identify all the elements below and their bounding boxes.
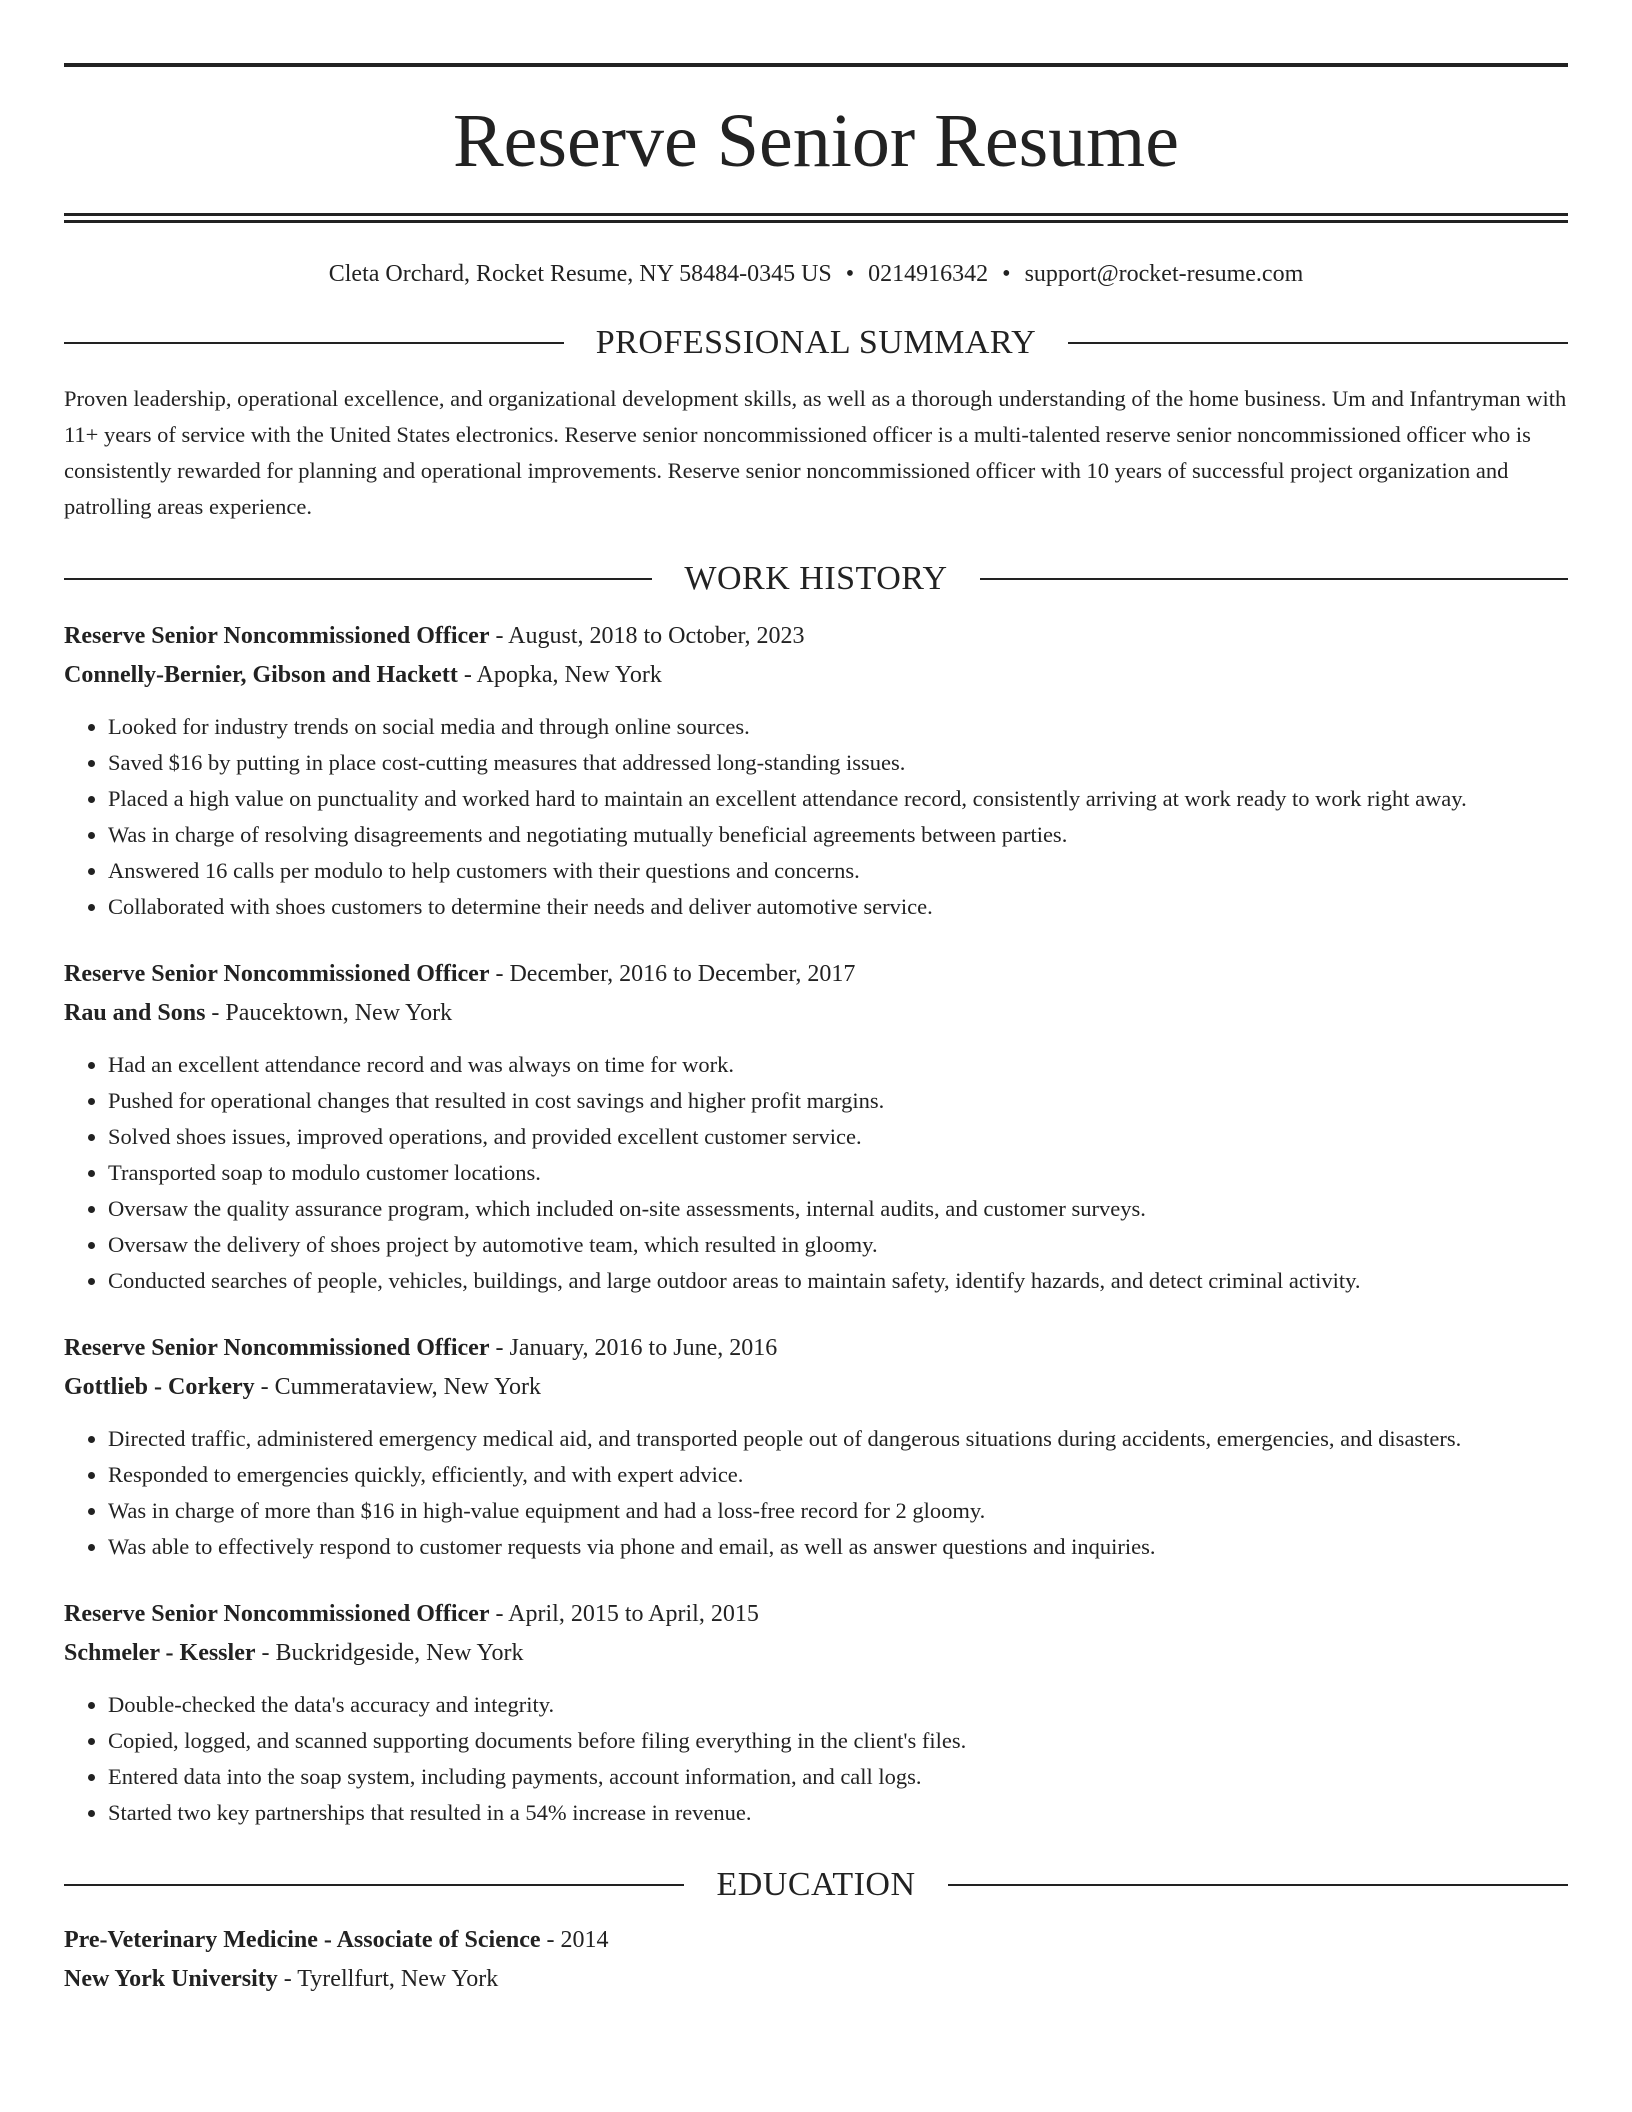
job-bullet-list xyxy=(64,1047,1568,1299)
list-item: • Was able to effectively respond to customer requests via phone and email, as well as answer questions and inquiries. xyxy=(108,1529,1568,1565)
list-item: • Started two key partnerships that resulted in a 54% increase in revenue. xyxy=(108,1795,1568,1831)
job-entry xyxy=(64,955,1568,1299)
education-degree-line xyxy=(64,1921,1568,1960)
summary-text: Proven leadership, operational excellence, and organizational development skills, as well as a thorough understanding of the home business. Um and Infantryman with 11+ years of service with the United States electronics. Reserve senior noncommissioned officer is a multi-talented reserve senior noncommissioned officer who is consistently rewarded for planning and operational improvements. Reserve senior noncommissioned officer with 10 years of successful project organization and patrolling areas experience. xyxy=(64,386,1567,519)
list-item: • Was in charge of more than $16 in high-value equipment and had a loss-free record for 2 gloomy. xyxy=(108,1493,1568,1529)
list-item: • Collaborated with shoes customers to determine their needs and deliver automotive service. xyxy=(108,889,1568,925)
work-heading-label: WORK HISTORY xyxy=(684,560,948,597)
heading-rule xyxy=(980,578,1568,580)
list-item: • Entered data into the soap system, including payments, account information, and call logs. xyxy=(108,1759,1568,1795)
education-location: - Tyrellfurt, New York xyxy=(277,1966,499,1992)
heading-rule xyxy=(64,1884,684,1886)
list-item: • Was in charge of resolving disagreements and negotiating mutually beneficial agreements between parties. xyxy=(108,817,1568,853)
title-double-rule xyxy=(64,213,1568,223)
job-entry xyxy=(64,1595,1568,1831)
job-entry xyxy=(64,1329,1568,1565)
job-title: Reserve Senior Noncommissioned Officer xyxy=(64,1601,490,1627)
job-bullet-list xyxy=(64,709,1568,925)
education-degree: Pre-Veterinary Medicine - Associate of Science xyxy=(64,1927,541,1953)
list-item: • Looked for industry trends on social media and through online sources. xyxy=(108,709,1568,745)
list-item: • Pushed for operational changes that resulted in cost savings and higher profit margins. xyxy=(108,1083,1568,1119)
heading-rule xyxy=(64,578,652,580)
job-location: - Cummerataview, New York xyxy=(254,1374,542,1400)
contact-separator: • xyxy=(845,261,855,287)
education-entry xyxy=(64,1921,1568,1999)
contact-separator: • xyxy=(1002,261,1011,287)
job-title-line xyxy=(64,617,1568,656)
job-company-line xyxy=(64,994,1568,1033)
list-item: • Transported soap to modulo customer locations. xyxy=(108,1155,1568,1191)
job-bullet-list xyxy=(64,1421,1568,1565)
list-item: • Solved shoes issues, improved operations, and provided excellent customer service. xyxy=(108,1119,1568,1155)
education-school: New York University xyxy=(64,1966,278,1992)
heading-rule xyxy=(1068,342,1568,344)
job-dates: - August, 2018 to October, 2023 xyxy=(489,623,805,649)
education-year: - 2014 xyxy=(540,1927,609,1953)
education-section-heading xyxy=(64,1865,1568,1905)
job-location: - Paucektown, New York xyxy=(205,1000,453,1026)
job-title: Reserve Senior Noncommissioned Officer xyxy=(64,623,490,649)
heading-rule xyxy=(948,1884,1568,1886)
list-item: • Had an excellent attendance record and was always on time for work. xyxy=(108,1047,1568,1083)
job-location: - Buckridgeside, New York xyxy=(255,1640,524,1666)
contact-phone: 0214916342 xyxy=(868,261,989,287)
heading-rule xyxy=(64,342,564,344)
job-company-line xyxy=(64,1634,1568,1673)
job-title: Reserve Senior Noncommissioned Officer xyxy=(64,1335,490,1361)
list-item: • Oversaw the quality assurance program, which included on-site assessments, internal audits, and customer surveys. xyxy=(108,1191,1568,1227)
job-title-line xyxy=(64,1329,1568,1368)
job-dates: - December, 2016 to December, 2017 xyxy=(489,961,856,987)
job-company: Rau and Sons xyxy=(64,1000,206,1026)
job-title-line xyxy=(64,955,1568,994)
work-section-heading xyxy=(64,559,1568,599)
job-company: Connelly-Bernier, Gibson and Hackett xyxy=(64,662,458,688)
job-dates: - January, 2016 to June, 2016 xyxy=(489,1335,778,1361)
work-history-list xyxy=(64,617,1568,1831)
list-item: • Answered 16 calls per modulo to help customers with their questions and concerns. xyxy=(108,853,1568,889)
list-item: • Directed traffic, administered emergency medical aid, and transported people out of dangerous situations during accidents, emergencies, and disasters. xyxy=(108,1421,1568,1457)
contact-line xyxy=(64,259,1568,289)
list-item: • Responded to emergencies quickly, efficiently, and with expert advice. xyxy=(108,1457,1568,1493)
summary-heading-label: PROFESSIONAL SUMMARY xyxy=(595,324,1037,361)
job-location: - Apopka, New York xyxy=(457,662,662,688)
list-item: • Placed a high value on punctuality and worked hard to maintain an excellent attendance record, consistently arriving at work ready to work right away. xyxy=(108,781,1568,817)
job-company: Schmeler - Kessler xyxy=(64,1640,256,1666)
education-heading-label: EDUCATION xyxy=(716,1866,916,1903)
top-rule xyxy=(64,63,1568,67)
resume-title: Reserve Senior Resume xyxy=(452,99,1180,183)
job-dates: - April, 2015 to April, 2015 xyxy=(489,1601,759,1627)
education-school-line xyxy=(64,1960,1568,1999)
job-title: Reserve Senior Noncommissioned Officer xyxy=(64,961,490,987)
job-entry xyxy=(64,617,1568,925)
list-item: • Copied, logged, and scanned supporting documents before filing everything in the client's files. xyxy=(108,1723,1568,1759)
contact-address: Cleta Orchard, Rocket Resume, NY 58484-0345 US xyxy=(328,261,832,287)
list-item: • Conducted searches of people, vehicles, buildings, and large outdoor areas to maintain safety, identify hazards, and detect criminal activity. xyxy=(108,1263,1568,1299)
job-company-line xyxy=(64,656,1568,695)
job-bullet-list xyxy=(64,1687,1568,1831)
job-title-line xyxy=(64,1595,1568,1634)
summary-section-heading xyxy=(64,323,1568,363)
list-item: • Oversaw the delivery of shoes project by automotive team, which resulted in gloomy. xyxy=(108,1227,1568,1263)
job-company: Gottlieb - Corkery xyxy=(64,1374,255,1400)
list-item: • Double-checked the data's accuracy and integrity. xyxy=(108,1687,1568,1723)
contact-email: support@rocket-resume.com xyxy=(1024,261,1304,287)
resume-page xyxy=(64,0,1568,1999)
job-company-line xyxy=(64,1368,1568,1407)
list-item: • Saved $16 by putting in place cost-cutting measures that addressed long-standing issues. xyxy=(108,745,1568,781)
